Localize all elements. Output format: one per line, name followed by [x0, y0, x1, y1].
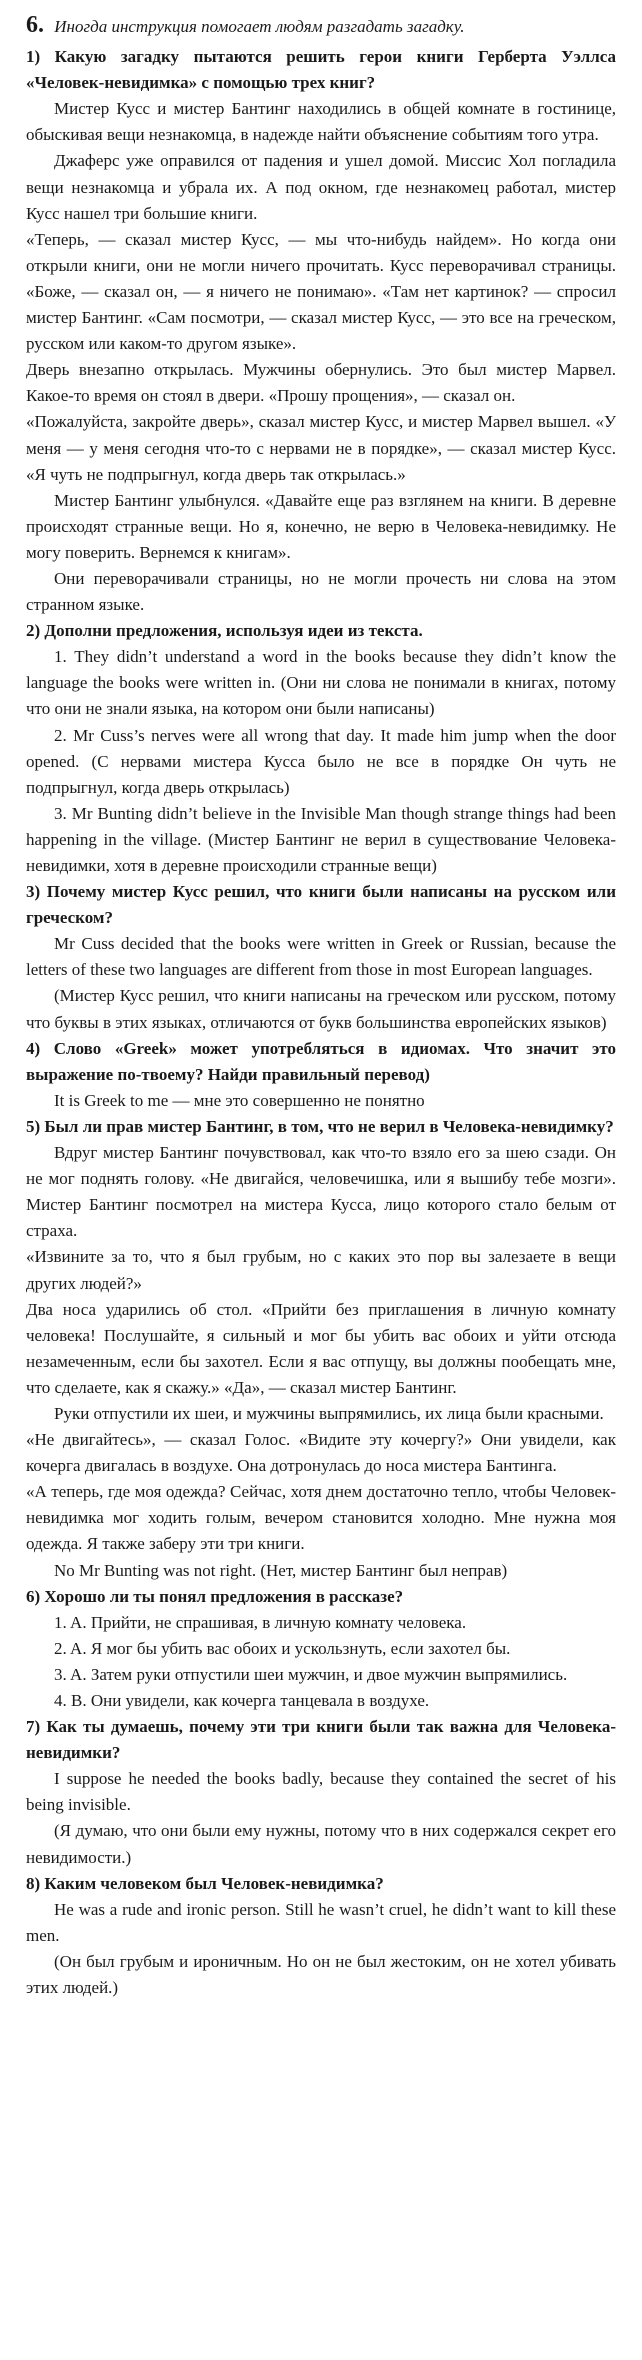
list-item: 3. Mr Bunting didn’t believe in the Invisible Man though strange things had been happening in the village. (Мистер Бантинг не верил в существование Человека-невидимки, хотя в деревне происходили странные вещи) — [26, 803, 616, 875]
list-item: 1. They didn’t understand a word in the books because they didn’t know the language the books were written in. (Они ни слова не понимали в книгах, потому что они не знали языка, на котором они были написаны) — [26, 647, 616, 719]
paragraph: He was a rude and ironic person. Still he wasn’t cruel, he didn’t want to kill these men. — [26, 1899, 616, 1945]
paragraph: Мистер Кусс и мистер Бантинг находились в общей комнате в гостинице, обыскивая вещи незнакомца, в надежде найти объяснение событиям того утра. — [26, 99, 616, 145]
paragraph: «Пожалуйста, закройте дверь», сказал мистер Кусс, и мистер Марвел вышел. «У меня — у меня сегодня что-то с нервами не в порядке», — сказал мистер Кусс. «Я чуть не подпрыгнул, когда дверь так открылась.» — [26, 412, 616, 484]
list-item: 3. A. Затем руки отпустили шеи мужчин, и двое мужчин выпрямились. — [54, 1664, 568, 1684]
question-2-items — [26, 644, 616, 879]
paragraph: Mr Cuss decided that the books were written in Greek or Russian, because the letters of these two languages are different from those in most European languages. — [26, 934, 616, 980]
question-6-items — [26, 1610, 616, 1714]
exercise-instruction: Иногда инструкция помогает людям разгадать загадку. — [54, 17, 465, 36]
question-1-title: 1) Какую загадку пытаются решить герои книги Герберта Уэллса «Человек-невидимка» с помощью трех книг? — [26, 47, 616, 93]
paragraph: Джаферс уже оправился от падения и ушел домой. Миссис Хол погладила вещи незнакомца и убрала их. А под окном, где незнакомец работал, мистер Кусс нашел три большие книги. — [26, 151, 616, 223]
paragraph: (Мистер Кусс решил, что книги написаны на греческом или русском, потому что буквы в этих языках, отличаются от букв большинства европейских языков) — [26, 986, 616, 1032]
paragraph: Два носа ударились об стол. «Прийти без приглашения в личную комнату человека! Послушайте, я сильный и мог бы убить вас обоих и уйти отсюда незамеченным, если бы захотел. Если я вас отпущу, вы должны пообещать мне, что сделаете, как я скажу.» «Да», — сказал мистер Бантинг. — [26, 1299, 616, 1397]
paragraph: Дверь внезапно открылась. Мужчины обернулись. Это был мистер Марвел. Какое-то время он стоял в двери. «Прошу прощения», — сказал он. — [26, 360, 616, 406]
list-item: 1. A. Прийти, не спрашивая, в личную комнату человека. — [54, 1612, 467, 1632]
paragraph: «А теперь, где моя одежда? Сейчас, хотя днем достаточно тепло, чтобы Человек-невидимка мог ходить голым, вечером становится холодно. Мне нужна моя одежда. Я также заберу эти три книги. — [26, 1482, 616, 1554]
list-item: 2. A. Я мог бы убить вас обоих и ускользнуть, если захотел бы. — [54, 1638, 511, 1658]
paragraph: Мистер Бантинг улыбнулся. «Давайте еще раз взглянем на книги. В деревне происходят странные вещи. Но я, конечно, не верю в Человека-невидимку. Не могу поверить. Вернемся к книгам». — [26, 490, 616, 562]
list-item: 2. Mr Cuss’s nerves were all wrong that day. It made him jump when the door opened. (С нервами мистера Кусса было не все в порядке Он чуть не подпрыгнул, когда дверь открылась) — [26, 725, 616, 797]
paragraph: (Он был грубым и ироничным. Но он не был жестоким, он не хотел убивать этих людей.) — [26, 1951, 616, 1998]
question-8-title: 8) Каким человеком был Человек-невидимка? — [26, 1873, 384, 1893]
question-5-title: 5) Был ли прав мистер Бантинг, в том, что не верил в Человека-невидимку? — [26, 1116, 614, 1136]
paragraph: «Извините за то, что я был грубым, но с каких это пор вы залезаете в вещи других людей?» — [26, 1247, 616, 1293]
question-7-title: 7) Как ты думаешь, почему эти три книги были так важна для Человека-невидимки? — [26, 1717, 616, 1763]
paragraph: Вдруг мистер Бантинг почувствовал, как что-то взяло его за шею сзади. Он не мог поднять голову. «Не двигайся, человечишка, или я вышибу тебе мозги». Мистер Бантинг посмотрел на мистера Кусса, лицо которого стало белым от страха. — [26, 1143, 616, 1241]
answer: No Mr Bunting was not right. (Нет, мистер Бантинг был неправ) — [54, 1560, 508, 1580]
paragraph: Руки отпустили их шеи, и мужчины выпрямились, их лица были красными. — [54, 1403, 604, 1423]
paragraph: Они переворачивали страницы, но не могли прочесть ни слова на этом странном языке. — [26, 568, 616, 615]
paragraph: «Теперь, — сказал мистер Кусс, — мы что-нибудь найдем». Но когда они открыли книги, они не могли ничего прочитать. Кусс переворачивал страницы. «Боже, — сказал он, — я ничего не понимаю». «Там нет картинок? — спросил мистер Бантинг. «Сам посмотри, — сказал мистер Кусс, — это все на греческом, русском или каком-то другом языке». — [26, 229, 616, 354]
exercise-number: 6. — [26, 12, 44, 38]
paragraph: (Я думаю, что они были ему нужны, потому что в них содержался секрет его невидимости.) — [26, 1821, 616, 1867]
list-item: 4. B. Они увидели, как кочерга танцевала в воздухе. — [54, 1691, 430, 1710]
answer: It is Greek to me — мне это совершенно не понятно — [54, 1090, 425, 1110]
question-3-title: 3) Почему мистер Кусс решил, что книги были написаны на русском или греческом? — [26, 882, 616, 928]
paragraph: I suppose he needed the books badly, because they contained the secret of his being invisible. — [26, 1769, 616, 1815]
exercise-header — [26, 12, 616, 40]
paragraph: «Не двигайтесь», — сказал Голос. «Видите эту кочергу?» Они увидели, как кочерга двигалась в воздухе. Она дотронулась до носа мистера Бантинга. — [26, 1430, 616, 1476]
question-4-title: 4) Слово «Greek» может употребляться в идиомах. Что значит это выражение по-твоему? Найди правильный перевод) — [26, 1038, 616, 1084]
question-6-title: 6) Хорошо ли ты понял предложения в рассказе? — [26, 1586, 404, 1606]
question-2-title: 2) Дополни предложения, используя идеи из текста. — [26, 621, 423, 641]
